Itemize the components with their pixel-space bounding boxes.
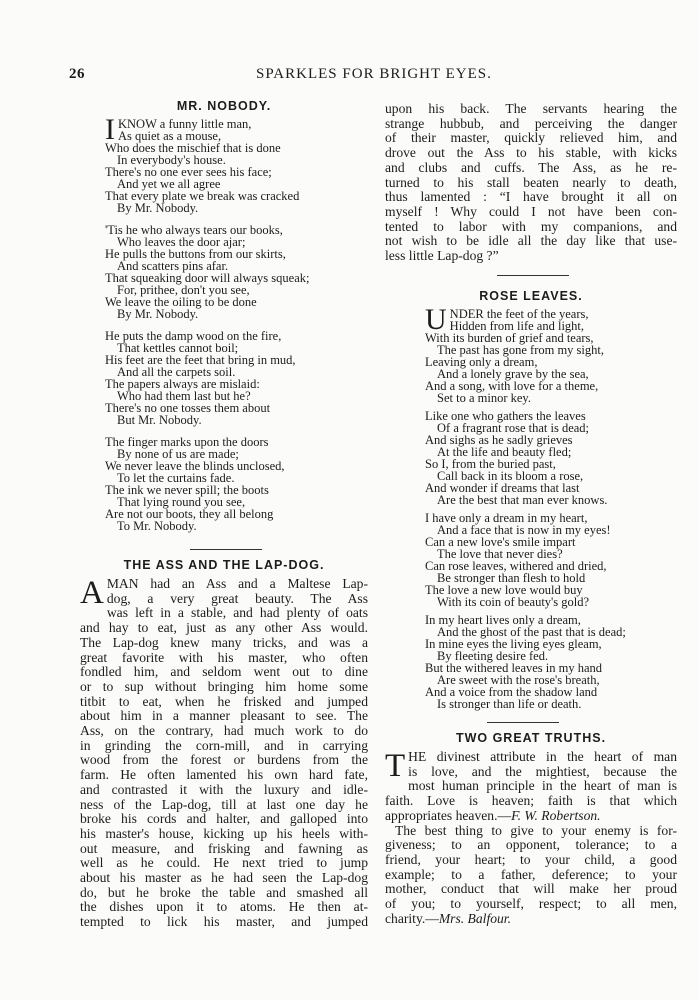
text-line: is love, and the mightiest, because the bbox=[408, 763, 677, 779]
text-line: do, but he broke the table and smashed all bbox=[80, 884, 368, 900]
text-line: That every plate we break was cracked bbox=[105, 189, 300, 203]
text-line: With its burden of grief and tears, bbox=[425, 331, 594, 345]
text-line: The papers always are mislaid: bbox=[105, 377, 260, 391]
text-line: The ink we never spill; the boots bbox=[105, 483, 269, 497]
text-line: The Lap-dog knew many tricks, and was a bbox=[80, 634, 368, 650]
text-line: But Mr. Nobody. bbox=[117, 413, 202, 427]
text-line: For, prithee, don't you see, bbox=[117, 283, 250, 297]
text-line: in grinding the corn-mill, and in carrying bbox=[80, 737, 368, 753]
text-line: farm. He often lamented his own hard fate, bbox=[80, 767, 368, 783]
text-line: Are not our boots, they all belong bbox=[105, 507, 274, 521]
text-line: myself ! Why could I not have been con- bbox=[385, 203, 677, 219]
text-line: tempted to lick his master, and jumped bbox=[80, 914, 368, 930]
text-line: To Mr. Nobody. bbox=[117, 519, 197, 533]
text-line: That kettles cannot boil; bbox=[117, 341, 239, 355]
text-line: Call back in its bloom a rose, bbox=[437, 469, 584, 483]
text-line: example; to a father, deference; to your bbox=[385, 866, 677, 882]
text-line: We never leave the blinds unclosed, bbox=[105, 459, 285, 473]
text-line: mother, conduct that will make her proud bbox=[385, 881, 677, 897]
text-line: not wish to be idle all the day like that use- bbox=[385, 233, 677, 249]
poem-body bbox=[80, 113, 368, 533]
text-line: By none of us are made; bbox=[117, 447, 239, 461]
stanza bbox=[105, 330, 368, 426]
text-line: Set to a minor key. bbox=[437, 391, 531, 405]
text-line: Of a fragrant rose that is dead; bbox=[437, 421, 590, 435]
text-line: He puts the damp wood on the fire, bbox=[105, 329, 282, 343]
text-line: giveness; to an opponent, tolerance; to a bbox=[385, 837, 677, 853]
text-line: I have only a dream in my heart, bbox=[425, 511, 588, 525]
text-line: There's no one tosses them about bbox=[105, 401, 271, 415]
text-line: KNOW a funny little man, bbox=[118, 117, 252, 131]
text-line: Who leaves the door ajar; bbox=[117, 235, 246, 249]
text-line: Be stronger than flesh to hold bbox=[437, 571, 586, 585]
text-line: Is stronger than life or death. bbox=[437, 697, 582, 711]
text-line: That lying round you see, bbox=[117, 495, 246, 509]
text-line: and contrasted it with the luxury and idle- bbox=[80, 781, 368, 797]
text-line: about his master as he had seen the Lap-dog bbox=[80, 870, 368, 886]
text-line: fondled him, and seldom went out to dine bbox=[80, 664, 368, 680]
text-line: By Mr. Nobody. bbox=[117, 307, 199, 321]
drop-cap: I bbox=[105, 113, 115, 146]
text-line: And the ghost of the past that is dead; bbox=[437, 625, 626, 639]
author: F. W. Robertson. bbox=[511, 807, 601, 823]
text-line: But the withered leaves in my hand bbox=[425, 661, 603, 675]
text-line: was left in a stable, and had plenty of oats bbox=[106, 605, 368, 621]
text-line: his master's house, kicking up his heels with- bbox=[80, 825, 368, 841]
poem-title: ROSE LEAVES. bbox=[479, 289, 583, 303]
text-line: the dishes upon it to atoms. He then at- bbox=[80, 899, 368, 915]
text-line: By fleeting desire fed. bbox=[437, 649, 549, 663]
text-line: With its coin of beauty's gold? bbox=[437, 595, 590, 609]
text-line: At the life and beauty fled; bbox=[437, 445, 572, 459]
stanza bbox=[425, 512, 677, 608]
article-title: TWO GREAT TRUTHS. bbox=[455, 731, 607, 745]
text-line: out measure, and frisking and fawning as bbox=[80, 840, 368, 856]
text-line: dog, a very great beauty. The Ass bbox=[106, 590, 368, 606]
stanza bbox=[425, 410, 677, 506]
text-line: HE divinest attribute in the heart of man bbox=[408, 749, 677, 764]
text-line: And a lonely grave by the sea, bbox=[437, 367, 589, 381]
text-line: Can a new love's smile impart bbox=[425, 535, 576, 549]
text-line: most human principle in the heart of man is bbox=[408, 778, 677, 794]
text-line: We leave the oiling to be done bbox=[105, 295, 257, 309]
text-line: turned to his stall beaten nearly to death, bbox=[385, 174, 677, 190]
text-line: or to sup without bringing him home some bbox=[80, 678, 368, 694]
text-line: upon his back. The servants hearing the bbox=[385, 101, 677, 116]
text-line: As quiet as a mouse, bbox=[118, 129, 222, 143]
text-line: And a face that is now in my eyes! bbox=[437, 523, 611, 537]
story-ass-and-lapdog bbox=[80, 558, 368, 930]
text-line bbox=[385, 912, 677, 927]
story-title: THE ASS AND THE LAP-DOG. bbox=[123, 558, 325, 572]
text-line: He pulls the buttons from our skirts, bbox=[105, 247, 286, 261]
text-line: thus lamented : “I have brought it all on bbox=[385, 189, 677, 205]
text: appropriates heaven.— bbox=[385, 807, 512, 823]
drop-cap: U bbox=[425, 303, 447, 336]
author: Mrs. Balfour. bbox=[438, 910, 511, 926]
text-line: MAN had an Ass and a Maltese Lap- bbox=[106, 576, 368, 591]
text-line: drove out the Ass to his stable, with kicks bbox=[385, 145, 677, 161]
text-line: ness of the Lap-dog, till at last one day he bbox=[80, 796, 368, 812]
text-line: Are the best that man ever knows. bbox=[437, 493, 608, 507]
text-line: The finger marks upon the doors bbox=[105, 435, 269, 449]
text-line: strange hubbub, and perceiving the danger bbox=[385, 115, 677, 131]
poem-title: MR. NOBODY. bbox=[176, 99, 272, 113]
text-line: Leaving only a dream, bbox=[425, 355, 538, 369]
text-line: The love that never dies? bbox=[437, 547, 563, 561]
text-line: The love a new love would buy bbox=[425, 583, 583, 597]
text-line: and hay to eat, just as any other Ass would. bbox=[80, 620, 368, 636]
stanza bbox=[105, 224, 368, 320]
text-line: faith. Love is heaven; faith is that which bbox=[385, 793, 677, 809]
running-title: SPARKLES FOR BRIGHT EYES. bbox=[256, 66, 492, 82]
text-line: Are sweet with the rose's breath, bbox=[437, 673, 600, 687]
text-line: That squeaking door will always squeak; bbox=[105, 271, 310, 285]
story-continued bbox=[385, 102, 677, 264]
stanza bbox=[105, 113, 368, 215]
text-line: NDER the feet of the years, bbox=[449, 307, 589, 321]
text-line: And a song, with love for a theme, bbox=[425, 379, 599, 393]
text-line: In my heart lives only a dream, bbox=[425, 613, 581, 627]
text-line: In mine eyes the living eyes gleam, bbox=[425, 637, 602, 651]
text-line: Ass, on the contrary, had much work to do bbox=[80, 723, 368, 739]
text-line: wood from the forest or burdens from the bbox=[80, 752, 368, 768]
poem-body bbox=[385, 303, 677, 711]
text-line bbox=[385, 809, 677, 824]
section-divider bbox=[487, 722, 559, 723]
text-line: By Mr. Nobody. bbox=[117, 201, 199, 215]
text-line: and clubs and cuffs. The Ass, as he re- bbox=[385, 159, 677, 175]
text-line: friend, your heart; to your child, a good bbox=[385, 851, 677, 867]
text-line: of their master, quickly relieved him, and bbox=[385, 130, 677, 146]
text-line: And scatters pins afar. bbox=[117, 259, 229, 273]
poem-mr-nobody bbox=[80, 99, 368, 542]
text-line: And yet we all agree bbox=[117, 177, 221, 191]
text-line: Who does the mischief that is done bbox=[105, 141, 281, 155]
text-line: There's no one ever sees his face; bbox=[105, 165, 272, 179]
text-line: Who had them last but he? bbox=[117, 389, 251, 403]
text-line: tented to labor with my companions, and bbox=[385, 218, 677, 234]
stanza bbox=[425, 614, 677, 710]
text-line: His feet are the feet that bring in mud, bbox=[105, 353, 296, 367]
text-line: about him in a manner pleasant to see. The bbox=[80, 708, 368, 724]
text-line: 'Tis he who always tears our books, bbox=[105, 223, 283, 237]
text-line: So I, from the buried past, bbox=[425, 457, 556, 471]
text-line: And sighs as he sadly grieves bbox=[425, 433, 573, 447]
text-line: And wonder if dreams that last bbox=[425, 481, 580, 495]
text-line: The past has gone from my sight, bbox=[437, 343, 604, 357]
page-number: 26 bbox=[69, 66, 85, 82]
text-line: Like one who gathers the leaves bbox=[425, 409, 586, 423]
article-body bbox=[385, 750, 677, 926]
text-line: Can rose leaves, withered and dried, bbox=[425, 559, 607, 573]
section-divider bbox=[190, 549, 262, 550]
text: charity.— bbox=[385, 910, 439, 926]
text-line: less little Lap-dog ?” bbox=[385, 248, 499, 264]
stanza bbox=[425, 303, 677, 405]
text-line: In everybody's house. bbox=[117, 153, 226, 167]
text-line: great favorite with his master, who often bbox=[80, 649, 368, 665]
text-line: of you; to yourself, respect; to all men, bbox=[385, 896, 677, 912]
text-line: And a voice from the shadow land bbox=[425, 685, 598, 699]
text-line: And all the carpets soil. bbox=[117, 365, 236, 379]
text-line: The best thing to give to your enemy is for- bbox=[395, 822, 677, 838]
story-body bbox=[80, 577, 368, 930]
section-divider bbox=[497, 275, 569, 276]
text-line: broke his cords and halter, and galloped into bbox=[80, 811, 368, 827]
text-line: well as he could. He next tried to jump bbox=[80, 855, 368, 871]
text-line: To let the curtains fade. bbox=[117, 471, 235, 485]
drop-cap: T bbox=[385, 748, 406, 784]
drop-cap: A bbox=[80, 575, 104, 611]
poem-rose-leaves bbox=[385, 289, 677, 716]
stanza bbox=[105, 436, 368, 532]
text-line: Hidden from life and light, bbox=[449, 319, 585, 333]
text-line: titbit to eat, when he frisked and jumped bbox=[80, 693, 368, 709]
article-two-great-truths bbox=[385, 731, 677, 926]
